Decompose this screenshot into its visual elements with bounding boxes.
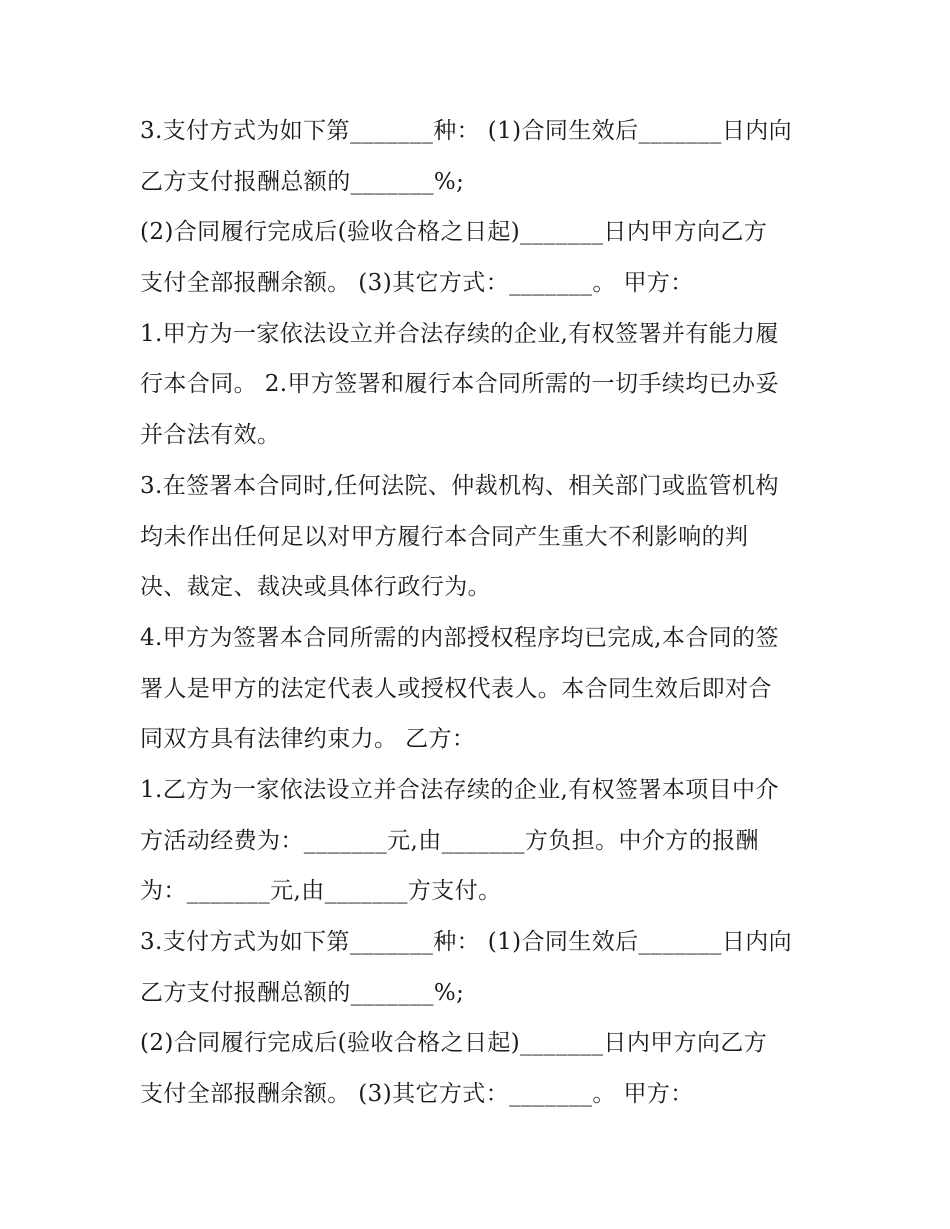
text-line: 并合法有效。 (140, 422, 281, 449)
text-line: 1.甲方为一家依法设立并合法存续的企业,有权签署并有能力履 (140, 320, 779, 347)
text-line: 乙方支付报酬总额的_______%; (140, 979, 465, 1006)
text-line: 均未作出任何足以对甲方履行本合同产生重大不利影响的判 (140, 523, 749, 550)
text-line: 为：_______元,由_______方支付。 (140, 878, 502, 905)
text-line: 乙方支付报酬总额的_______%; (140, 168, 465, 195)
text-line: 3.支付方式为如下第_______种： (1)合同生效后_______日内向 (140, 929, 793, 955)
document-body (140, 106, 820, 1120)
text-line: 3.支付方式为如下第_______种： (1)合同生效后_______日内向 (140, 118, 793, 144)
text-line: 支付全部报酬余额。 (3)其它方式：_______。 甲方： (140, 1081, 694, 1108)
text-line: 4.甲方为签署本合同所需的内部授权程序均已完成,本合同的签 (140, 624, 779, 651)
text-line: (2)合同履行完成后(验收合格之日起)_______日内甲方向乙方 (140, 219, 768, 246)
text-line: 行本合同。 2.甲方签署和履行本合同所需的一切手续均已办妥 (140, 371, 779, 398)
text-line: 署人是甲方的法定代表人或授权代表人。本合同生效后即对合 (140, 675, 772, 702)
text-line: 3.在签署本合同时,任何法院、仲裁机构、相关部门或监管机构 (140, 472, 779, 499)
text-line: (2)合同履行完成后(验收合格之日起)_______日内甲方向乙方 (140, 1030, 768, 1057)
text-line: 1.乙方为一家依法设立并合法存续的企业,有权签署本项目中介 (140, 776, 779, 803)
text-line: 决、裁定、裁决或具体行政行为。 (140, 574, 491, 601)
text-line: 同双方具有法律约束力。 乙方： (140, 726, 476, 753)
text-line: 支付全部报酬余额。 (3)其它方式：_______。 甲方： (140, 270, 694, 297)
text-line: 方活动经费为：_______元,由_______方负担。中介方的报酬 (140, 827, 759, 854)
